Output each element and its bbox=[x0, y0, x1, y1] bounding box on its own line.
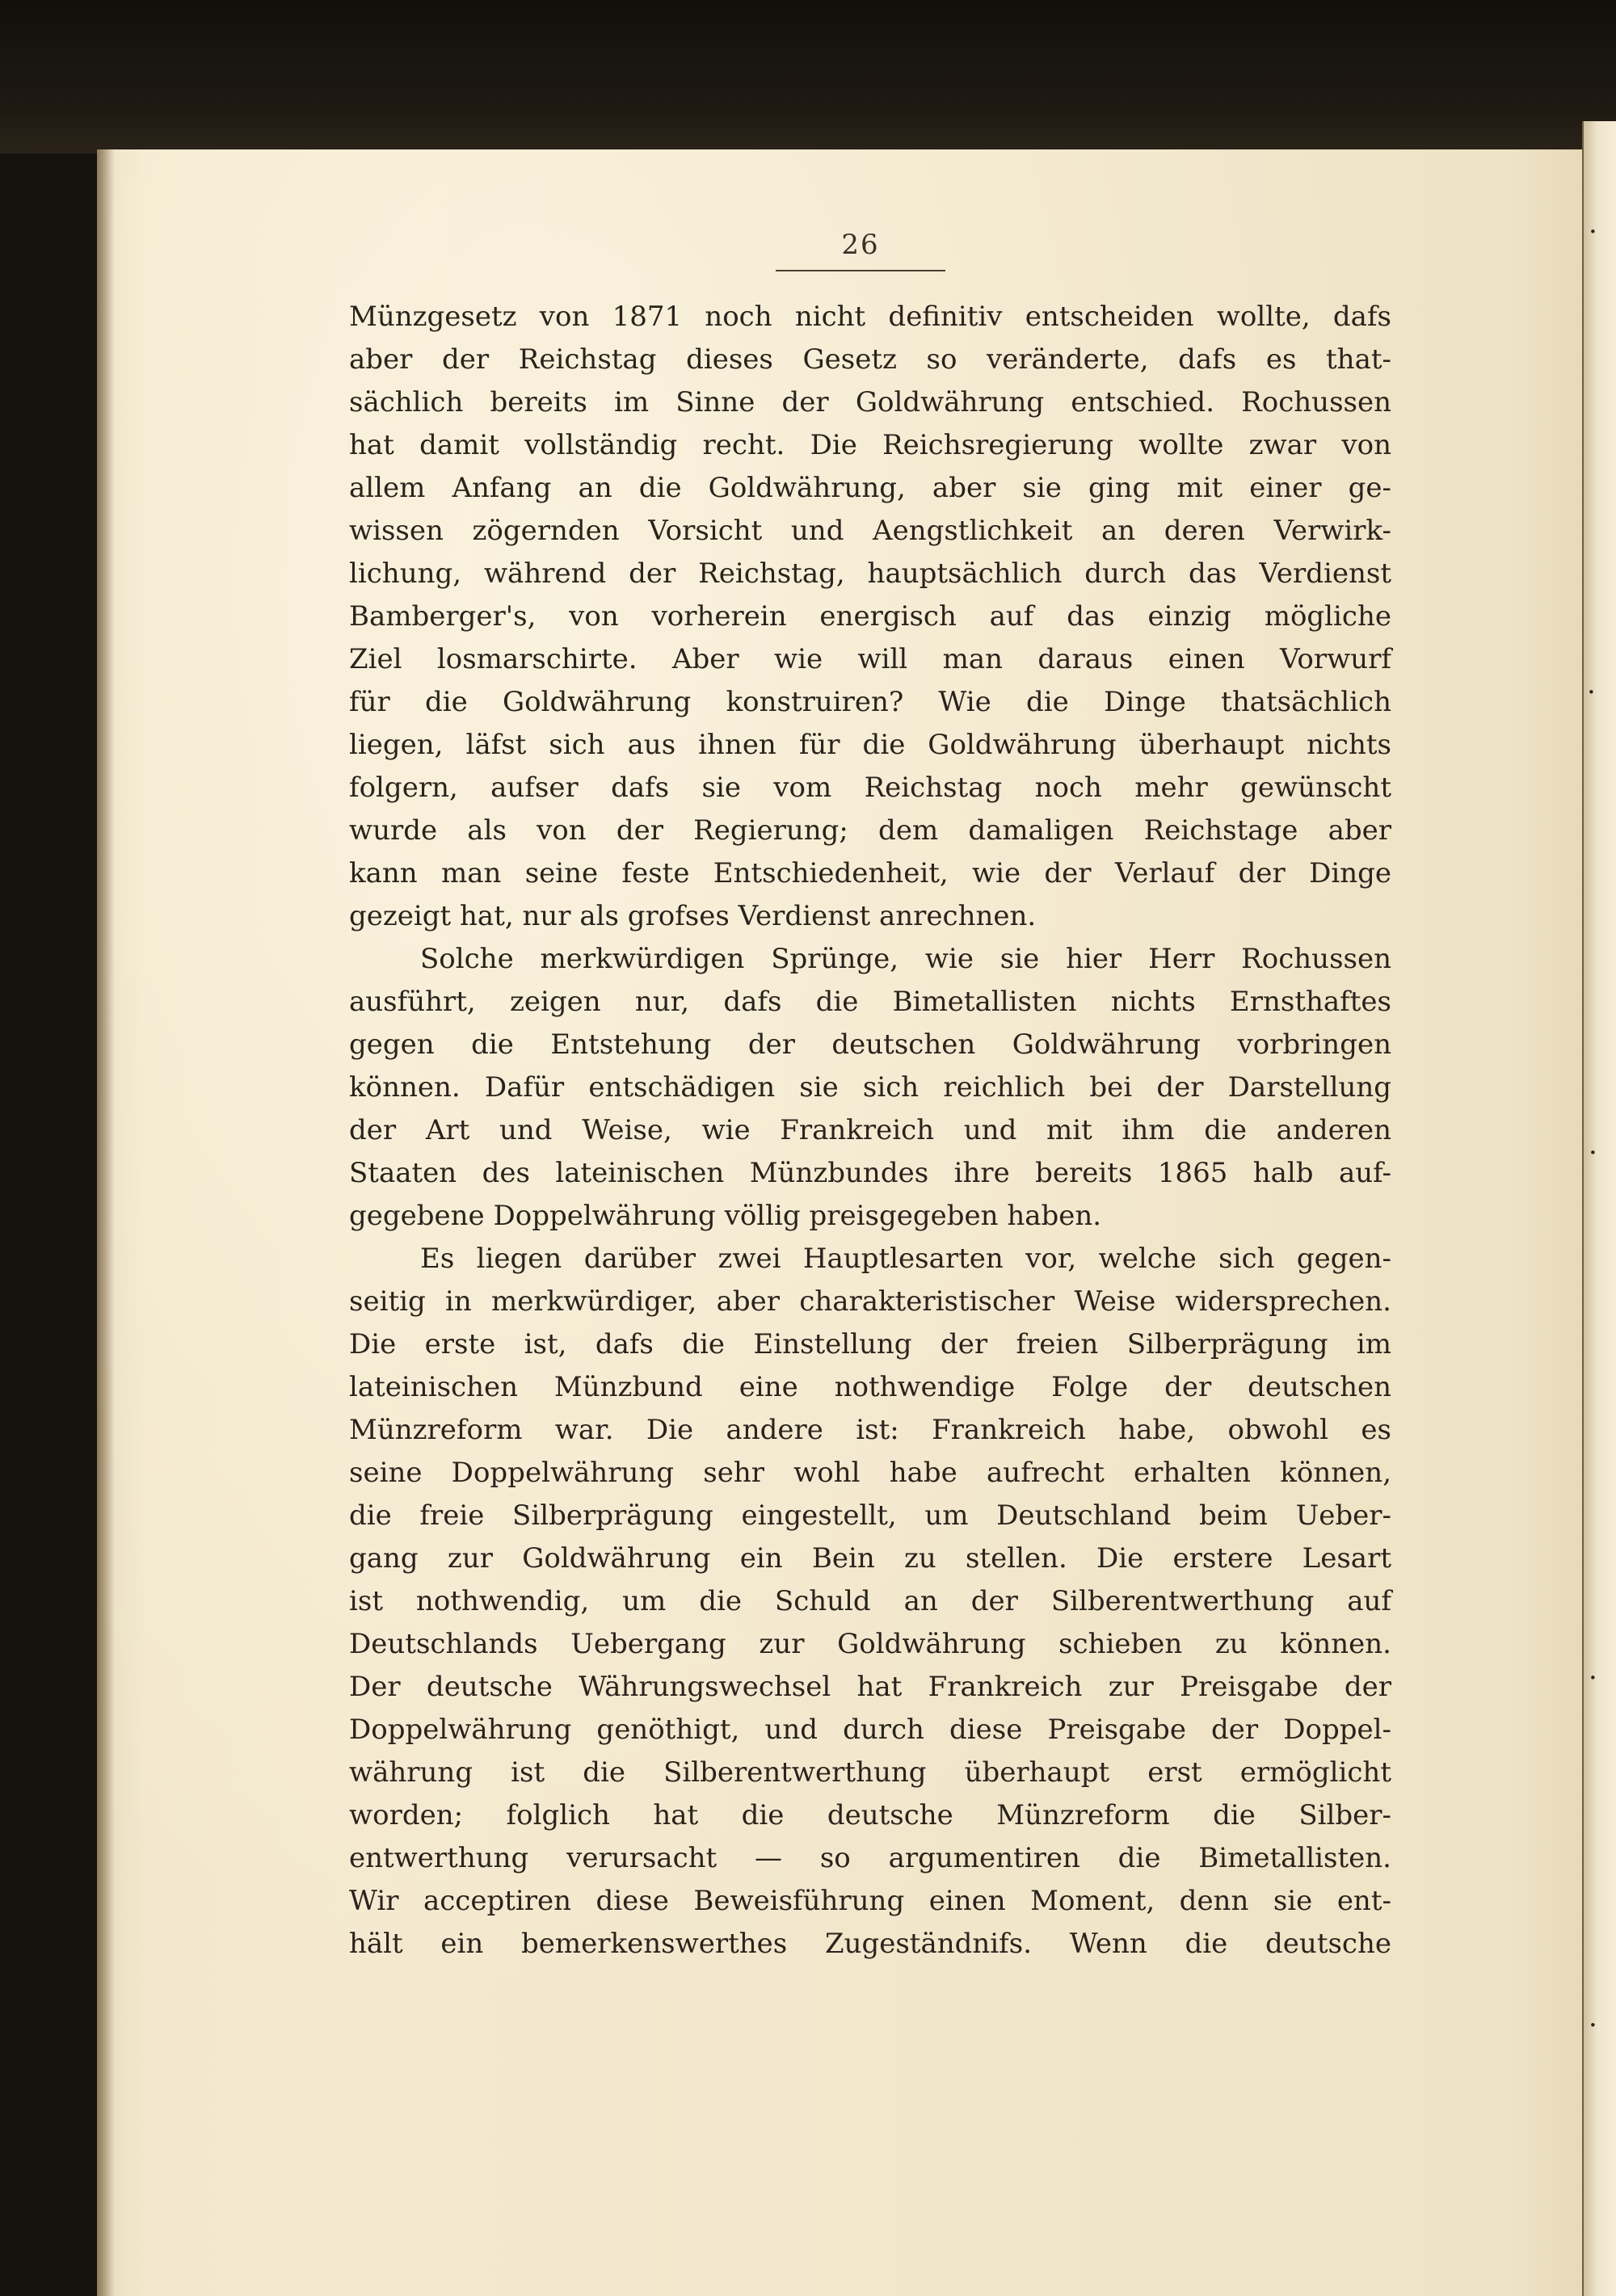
text-line: gang zur Goldwährung ein Bein zu stellen. Die erstere Lesart bbox=[349, 1542, 1391, 1575]
text-line: wissen zögernden Vorsicht und Aengstlichkeit an deren Verwirk- bbox=[349, 515, 1391, 547]
text-line: hält ein bemerkenswerthes Zugeständnifs. Wenn die deutsche bbox=[349, 1928, 1391, 1960]
text-line: Deutschlands Uebergang zur Goldwährung schieben zu können. bbox=[349, 1628, 1391, 1660]
text-line: wurde als von der Regierung; dem damaligen Reichstage aber bbox=[349, 814, 1391, 847]
text-line: entwerthung verursacht — so argumentiren die Bimetallisten. bbox=[349, 1842, 1391, 1874]
text-line: der Art und Weise, wie Frankreich und mit ihm die anderen bbox=[349, 1114, 1391, 1146]
text-line: folgern, aufser dafs sie vom Reichstag noch mehr gewünscht bbox=[349, 772, 1391, 804]
text-line: Münzreform war. Die andere ist: Frankreich habe, obwohl es bbox=[349, 1414, 1391, 1446]
text-line: Staaten des lateinischen Münzbundes ihre bereits 1865 halb auf- bbox=[349, 1157, 1391, 1189]
text-line: für die Goldwährung konstruiren? Wie die Dinge thatsächlich bbox=[349, 686, 1391, 718]
text-line: worden; folglich hat die deutsche Münzreform die Silber- bbox=[349, 1799, 1391, 1831]
edge-mark: · bbox=[1589, 216, 1597, 248]
text-line: kann man seine feste Entschiedenheit, wie der Verlauf der Dinge bbox=[349, 857, 1391, 889]
text-line: Wir acceptiren diese Beweisführung einen Moment, denn sie ent- bbox=[349, 1885, 1391, 1917]
text-line: ausführt, zeigen nur, dafs die Bimetallisten nichts Ernsthaftes bbox=[349, 986, 1391, 1018]
header-rule bbox=[776, 270, 945, 271]
text-line: ist nothwendig, um die Schuld an der Silberentwerthung auf bbox=[349, 1585, 1391, 1617]
body-text bbox=[349, 296, 1391, 1966]
text-line: währung ist die Silberentwerthung überhaupt erst ermöglicht bbox=[349, 1756, 1391, 1789]
text-line: gegen die Entstehung der deutschen Goldwährung vorbringen bbox=[349, 1028, 1391, 1061]
text-line: Doppelwährung genöthigt, und durch diese Preisgabe der Doppel- bbox=[349, 1714, 1391, 1746]
text-line: die freie Silberprägung eingestellt, um Deutschland beim Ueber- bbox=[349, 1499, 1391, 1532]
text-line: Ziel losmarschirte. Aber wie will man daraus einen Vorwurf bbox=[349, 643, 1391, 675]
page-number: 26 bbox=[841, 229, 880, 261]
edge-mark: · bbox=[1589, 2009, 1597, 2042]
text-line: sächlich bereits im Sinne der Goldwährung entschied. Rochussen bbox=[349, 386, 1391, 418]
text-line: Es liegen darüber zwei Hauptlesarten vor, welche sich gegen- bbox=[420, 1243, 1391, 1275]
edge-mark: · bbox=[1589, 1137, 1597, 1169]
edge-mark: · bbox=[1587, 676, 1596, 709]
text-line: Die erste ist, dafs die Einstellung der freien Silberprägung im bbox=[349, 1328, 1391, 1360]
text-line: gegebene Doppelwährung völlig preisgegeben haben. bbox=[349, 1200, 1102, 1232]
text-line: lichung, während der Reichstag, hauptsächlich durch das Verdienst bbox=[349, 557, 1391, 590]
text-line: Bamberger's, von vorherein energisch auf das einzig mögliche bbox=[349, 600, 1391, 633]
edge-mark: · bbox=[1589, 1662, 1597, 1694]
text-line: Solche merkwürdigen Sprünge, wie sie hier Herr Rochussen bbox=[420, 943, 1391, 975]
text-line: seine Doppelwährung sehr wohl habe aufrecht erhalten können, bbox=[349, 1457, 1391, 1489]
text-line: seitig in merkwürdiger, aber charakteristischer Weise widersprechen. bbox=[349, 1285, 1391, 1318]
text-line: Der deutsche Währungswechsel hat Frankreich zur Preisgabe der bbox=[349, 1671, 1391, 1703]
adjacent-page-edge bbox=[1582, 121, 1616, 2296]
binding-shadow bbox=[97, 149, 115, 2296]
text-line: Münzgesetz von 1871 noch nicht definitiv entscheiden wollte, dafs bbox=[349, 301, 1391, 333]
text-line: können. Dafür entschädigen sie sich reichlich bei der Darstellung bbox=[349, 1071, 1391, 1104]
text-line: allem Anfang an die Goldwährung, aber sie ging mit einer ge- bbox=[349, 472, 1391, 504]
text-line: lateinischen Münzbund eine nothwendige Folge der deutschen bbox=[349, 1371, 1391, 1403]
text-line: aber der Reichstag dieses Gesetz so veränderte, dafs es that- bbox=[349, 343, 1391, 376]
scan-background bbox=[0, 0, 1616, 153]
text-line: liegen, läfst sich aus ihnen für die Goldwährung überhaupt nichts bbox=[349, 729, 1391, 761]
text-line: hat damit vollständig recht. Die Reichsregierung wollte zwar von bbox=[349, 429, 1391, 461]
text-line: gezeigt hat, nur als grofses Verdienst anrechnen. bbox=[349, 900, 1037, 932]
